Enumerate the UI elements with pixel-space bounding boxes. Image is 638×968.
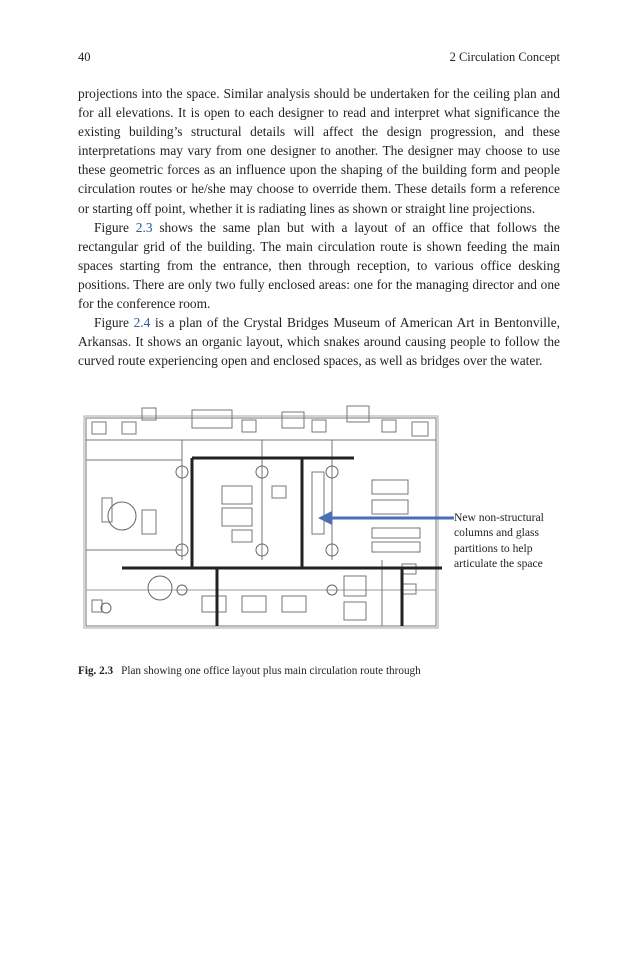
paragraph-1: projections into the space. Similar analysis should be undertaken for the ceiling plan and for all elevations. It is open to each designer to read and interpret what significance the existing building’s structural details will affect the design progression, and these interpretations may vary from one designer to another. The designer may choose to use these geometric forces as an influence upon the shaping of the building form and people circulation routes or he/she may choose to override them. These details form a reference or starting off point, whether it is radiating lines as shown or straight line projections. — [78, 86, 560, 216]
page-number: 40 — [78, 50, 91, 64]
figure-2-4-reference[interactable]: 2.4 — [133, 315, 151, 331]
running-head: 2 Circulation Concept — [449, 50, 560, 64]
caption-label: Fig. 2.3 — [78, 665, 114, 677]
caption-text: Plan showing one office layout plus main circulation route through — [121, 665, 421, 677]
figure-2-3-reference[interactable]: 2.3 — [135, 219, 153, 235]
figure-annotation: New non-structural columns and glass partitions to help articulate the space — [454, 511, 544, 571]
paragraph-3 — [78, 313, 560, 370]
figure-caption — [78, 665, 421, 677]
annotation-arrow — [318, 511, 454, 525]
body-text — [78, 84, 560, 370]
figure-2-3 — [82, 400, 572, 650]
paragraph-3-rest: is a plan of the Crystal Bridges Museum of American Art in Bentonville, Arkansas. It shows an organic layout, which snakes around causing people to follow the curved route experiencing open and enclosed spaces, as well as bridges over the water. — [78, 315, 560, 369]
paragraph-2-lead: Figure — [94, 219, 136, 235]
paragraph-2-rest: shows the same plan but with a layout of an office that follows the rectangular grid of the building. The main circulation route is shown feeding the main spaces starting from the entrance, then through reception, to various office desking positions. There are only two fully enclosed areas: one for the managing director and one for the conference room. — [78, 219, 560, 312]
paragraph-3-lead: Figure — [94, 315, 134, 331]
paragraph-2 — [78, 218, 560, 313]
